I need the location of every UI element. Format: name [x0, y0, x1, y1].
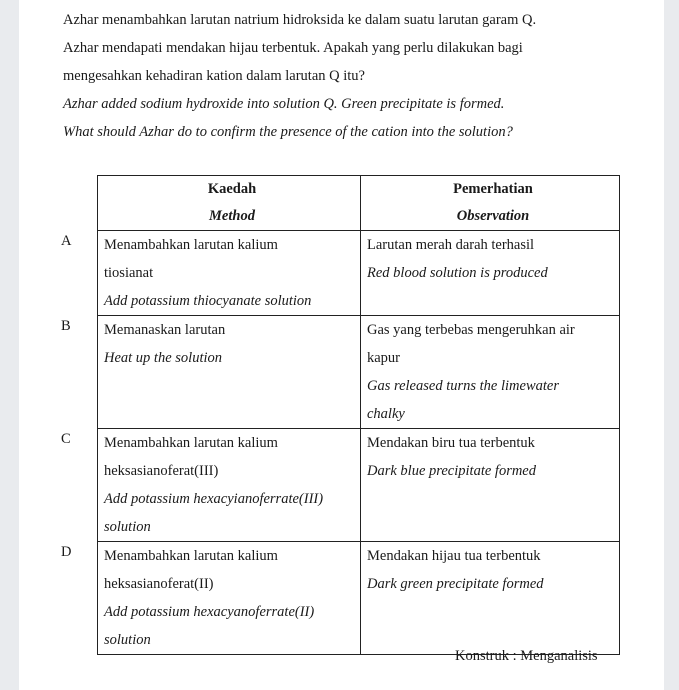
method-header-english: Method — [209, 208, 255, 224]
method-line: solution — [104, 519, 151, 535]
observation-line: Dark green precipitate formed — [367, 576, 544, 592]
option-letter: B — [61, 317, 71, 334]
observation-line: Mendakan biru tua terbentuk — [367, 435, 535, 451]
method-line: tiosianat — [104, 265, 154, 281]
method-line: Add potassium thiocyanate solution — [104, 293, 312, 309]
method-line: heksasianoferat(II) — [104, 576, 214, 592]
question-malay-line-3: mengesahkan kehadiran kation dalam larutan Q itu? — [63, 68, 365, 84]
method-line: Heat up the solution — [104, 350, 223, 366]
method-line: Menambahkan larutan kalium — [104, 435, 278, 451]
option-letter: C — [61, 430, 71, 447]
observation-line: chalky — [367, 406, 405, 422]
observation-header — [361, 176, 620, 231]
method-line: Menambahkan larutan kalium — [104, 548, 278, 564]
options-table — [61, 175, 620, 655]
method-cell — [98, 542, 361, 655]
option-row-d — [61, 542, 620, 655]
document-page — [19, 0, 664, 690]
observation-line: Larutan merah darah terhasil — [367, 237, 535, 253]
method-line: Menambahkan larutan kalium — [104, 237, 278, 253]
method-line: solution — [104, 632, 151, 648]
header-letter-cell — [61, 176, 98, 231]
method-line: Memanaskan larutan — [104, 322, 226, 338]
observation-line: Dark blue precipitate formed — [367, 463, 536, 479]
option-row-b — [61, 316, 620, 429]
option-row-a — [61, 231, 620, 316]
method-cell — [98, 316, 361, 429]
observation-line: Gas yang terbebas mengeruhkan air — [367, 322, 575, 338]
observation-line: Red blood solution is produced — [367, 265, 548, 281]
table-header-row — [61, 176, 620, 231]
question-malay-line-1: Azhar menambahkan larutan natrium hidroksida ke dalam suatu larutan garam Q. — [63, 12, 537, 28]
observation-cell — [361, 429, 620, 542]
method-cell — [98, 429, 361, 542]
method-cell — [98, 231, 361, 316]
option-row-c — [61, 429, 620, 542]
question-english-line-1: Azhar added sodium hydroxide into solution Q. Green precipitate is formed. — [63, 96, 505, 112]
observation-line: kapur — [367, 350, 401, 366]
question-english-line-2: What should Azhar do to confirm the presence of the cation into the solution? — [63, 124, 513, 140]
observation-header-english: Observation — [456, 208, 530, 224]
method-header — [98, 176, 361, 231]
method-line: Add potassium hexacyianoferrate(III) — [104, 491, 324, 507]
method-header-malay: Kaedah — [207, 181, 257, 197]
observation-cell — [361, 231, 620, 316]
observation-cell — [361, 542, 620, 655]
question-malay-line-2: Azhar mendapati mendakan hijau terbentuk. Apakah yang perlu dilakukan bagi — [63, 40, 523, 56]
observation-cell — [361, 316, 620, 429]
observation-line: Mendakan hijau tua terbentuk — [367, 548, 541, 564]
option-letter: D — [61, 543, 72, 560]
method-line: Add potassium hexacyanoferrate(II) — [104, 604, 315, 620]
method-line: heksasianoferat(III) — [104, 463, 219, 479]
construct-footer: Konstruk : Menganalisis — [455, 648, 598, 664]
observation-line: Gas released turns the limewater — [367, 378, 559, 394]
option-letter: A — [61, 232, 72, 249]
observation-header-malay: Pemerhatian — [453, 181, 533, 197]
